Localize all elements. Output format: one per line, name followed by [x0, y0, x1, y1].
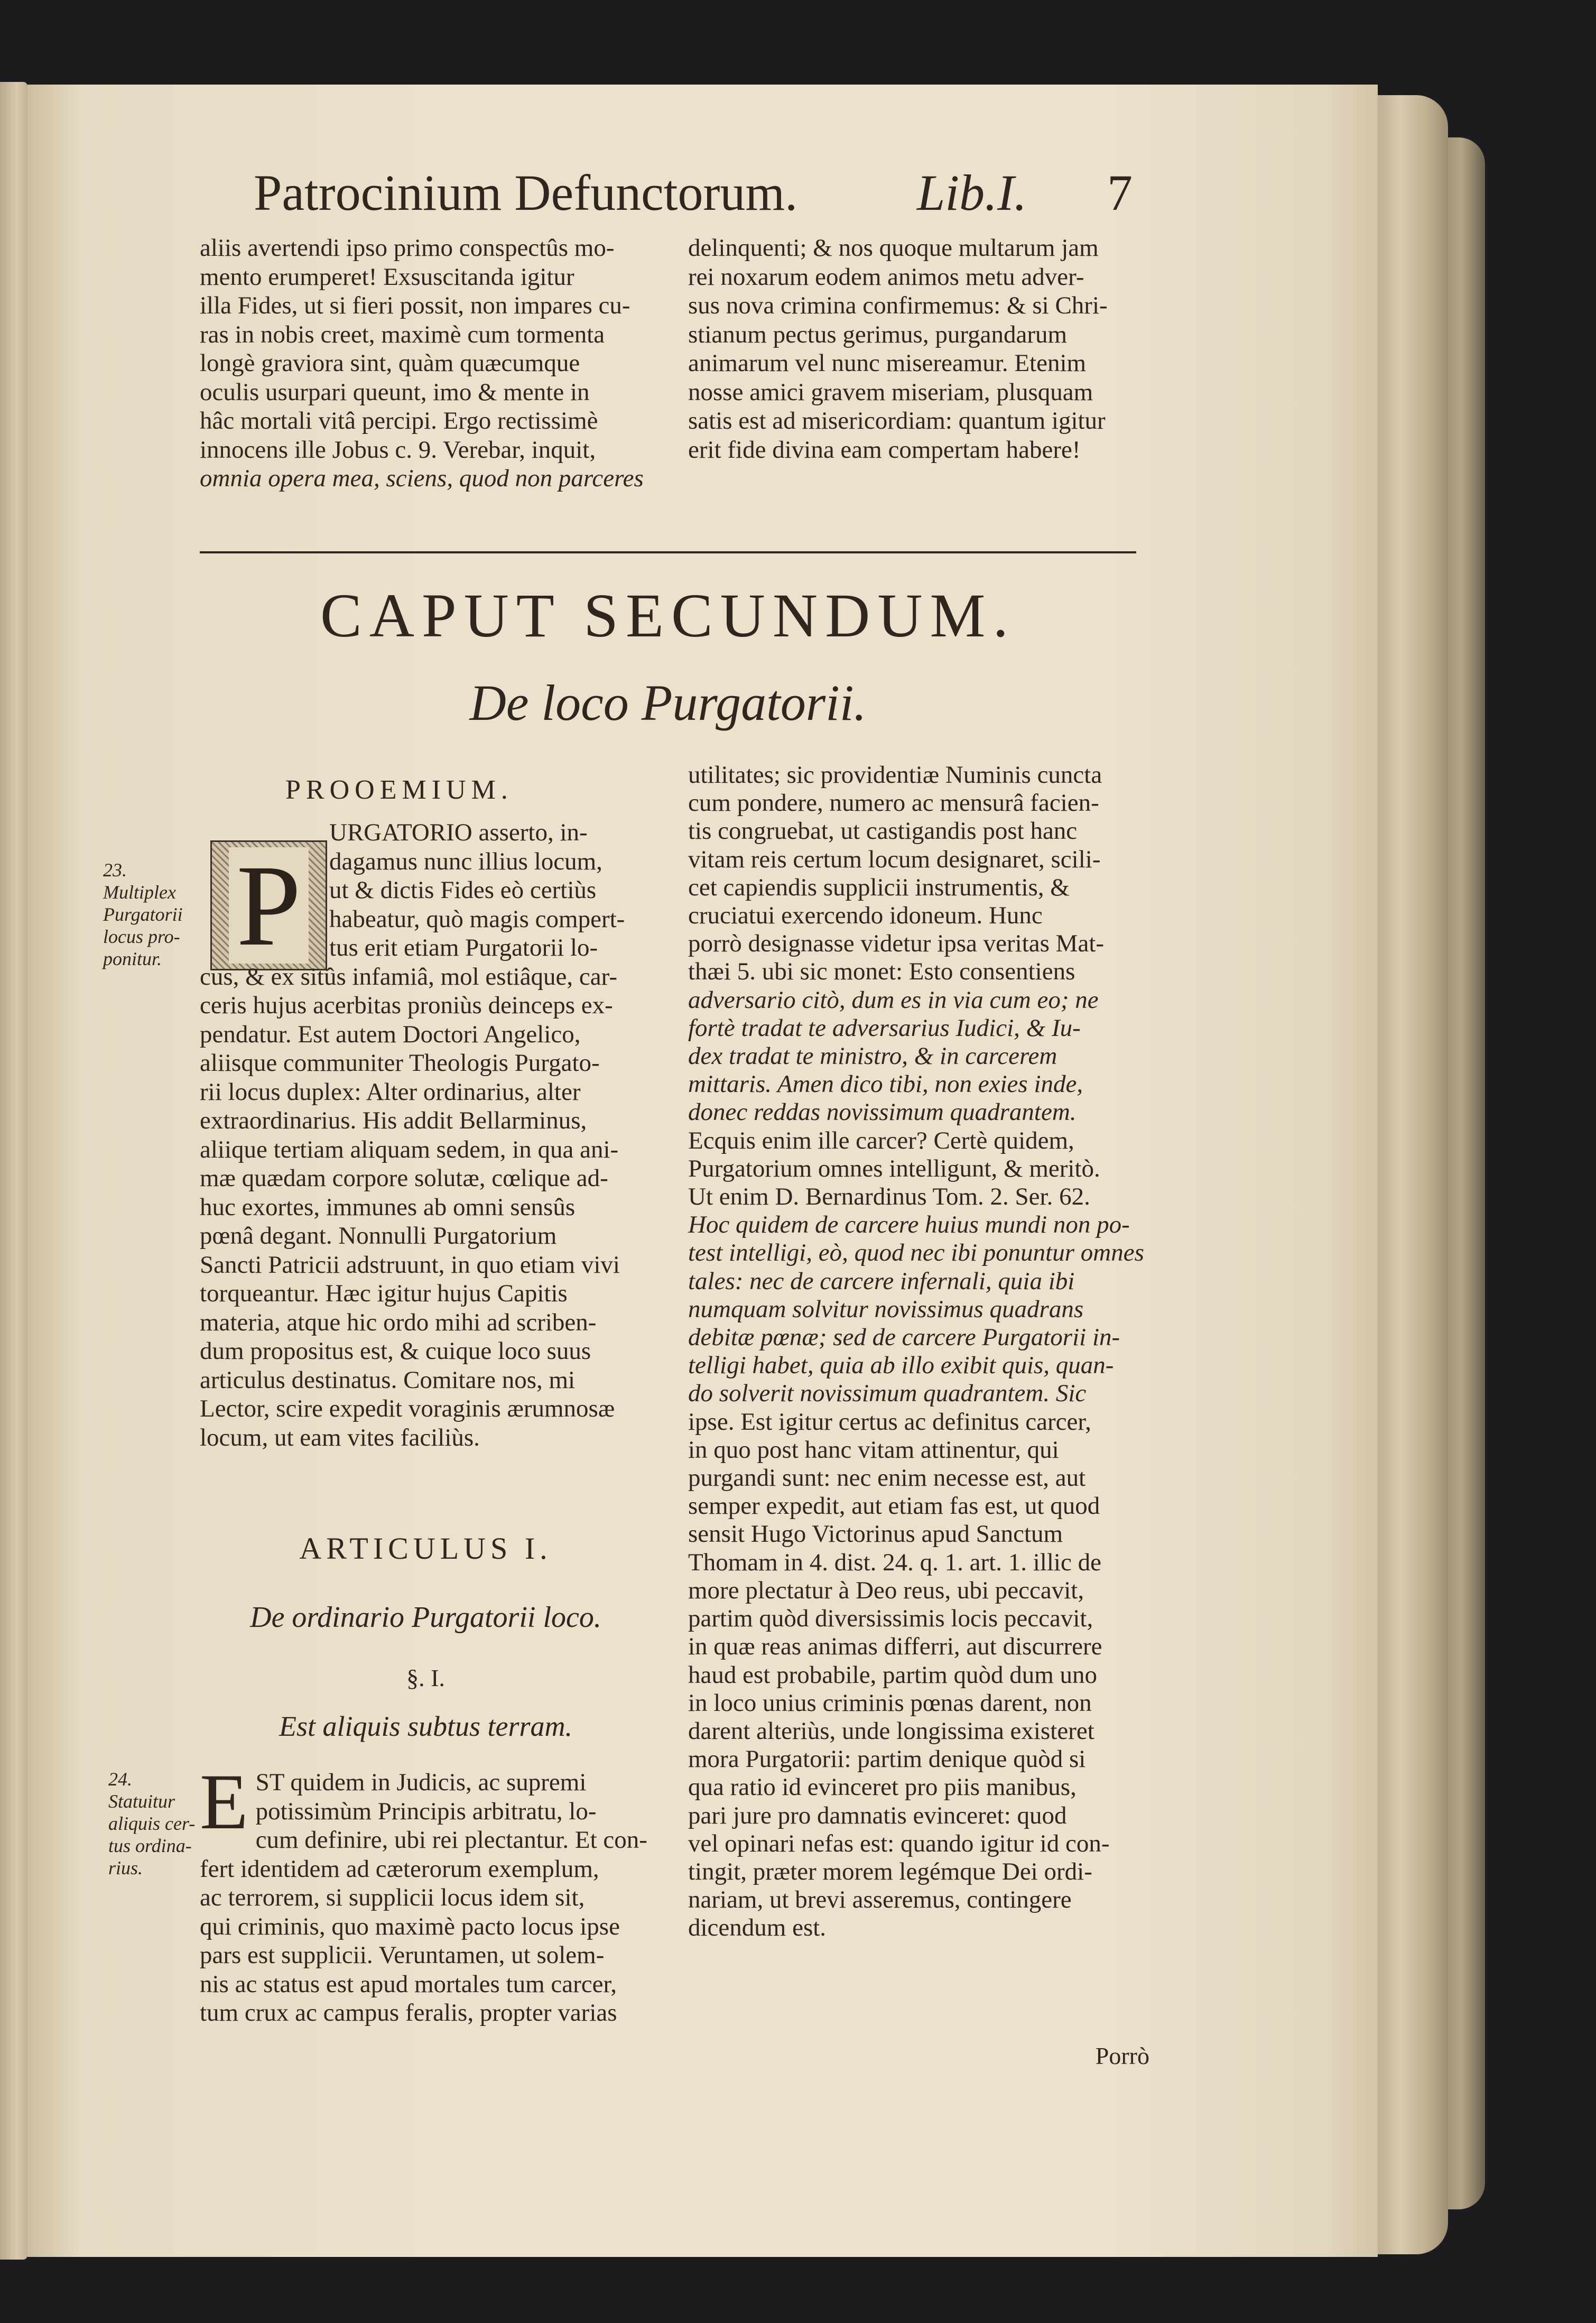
text-line: tis congruebat, ut castigandis post hanc [688, 817, 1078, 845]
left-column [200, 818, 652, 1452]
text-line: telligi habet, quia ab illo exibit quis, quan- [688, 1352, 1114, 1380]
text-line: pœnâ degant. Nonnulli Purgatorium [200, 1222, 557, 1250]
text-line: oculis usurpari queunt, imo & mente in [200, 378, 590, 406]
text-line: URGATORIO asserto, in- [329, 819, 588, 846]
text-line: vel opinari nefas est: quando igitur id con- [688, 1829, 1110, 1857]
text-line: habeatur, quò magis compert- [329, 905, 625, 933]
text-line: porrò designasse videtur ipsa veritas Mat- [688, 930, 1105, 958]
article-heading: ARTICULUS I. [299, 1531, 552, 1566]
top-left-column [200, 234, 652, 493]
text-line: haud est probabile, partim quòd dum uno [688, 1661, 1098, 1689]
text-line: materia, atque hic ordo mihi ad scriben- [200, 1308, 597, 1336]
running-head-title: Patrocinium Defunctorum. [254, 164, 798, 221]
text-line: mento erumperet! Exsuscitanda igitur [200, 263, 574, 291]
proemium-heading: PROOEMIUM. [285, 775, 513, 805]
text-line: stianum pectus gerimus, purgandarum [688, 320, 1068, 348]
text-line: fortè tradat te adversarius Iudici, & Iu- [688, 1014, 1081, 1042]
margin-note-24: 24. Statuitur aliquis cer- tus ordina- rius. [108, 1769, 196, 1878]
text-line: semper expedit, aut etiam fas est, ut quod [688, 1492, 1100, 1520]
text-line: more plectatur à Deo reus, ubi peccavit, [688, 1576, 1084, 1604]
text-line: pendatur. Est autem Doctori Angelico, [200, 1020, 581, 1048]
text-line: aliique tertiam aliquam sedem, in qua ani- [200, 1135, 619, 1163]
initial-letter: P [229, 847, 308, 964]
text-line: ac terrorem, si supplicii locus idem sit, [200, 1884, 585, 1911]
running-head [254, 159, 1184, 227]
text-line: thæi 5. ubi sic monet: Esto consentiens [688, 958, 1075, 986]
text-line: ipse. Est igitur certus ac definitus carcer, [688, 1408, 1091, 1436]
text-line: cum pondere, numero ac mensurâ facien- [688, 789, 1099, 817]
text-line: partim quòd diversissimis locis peccavit, [688, 1605, 1093, 1633]
text-line: Hoc quidem de carcere huius mundi non po- [688, 1211, 1130, 1239]
text-line: innocens ille Jobus c. 9. Verebar, inquit, [200, 436, 596, 464]
text-line: Ut enim D. Bernardinus Tom. 2. Ser. 62. [688, 1183, 1090, 1211]
text-line: delinquenti; & nos quoque multarum jam [688, 234, 1099, 262]
text-line: rii locus duplex: Alter ordinarius, alter [200, 1078, 581, 1106]
text-line: aliis avertendi ipso primo conspectûs mo- [200, 234, 615, 262]
text-line: illa Fides, ut si fieri possit, non impares cu- [200, 292, 630, 319]
text-line: vitam reis certum locum designaret, scili- [688, 845, 1101, 873]
page-number: 7 [1107, 164, 1133, 221]
text-line: qui criminis, quo maximè pacto locus ipse [200, 1912, 620, 1940]
text-line: articulus destinatus. Comitare nos, mi [200, 1366, 576, 1394]
text-line: animarum vel nunc misereamur. Etenim [688, 349, 1087, 377]
text-line: nis ac status est apud mortales tum carcer, [200, 1970, 617, 1998]
text-line: nariam, ut brevi asseremus, contingere [688, 1886, 1072, 1914]
right-column [688, 761, 1153, 1942]
chapter-subtitle: De loco Purgatorii. [469, 674, 867, 731]
text-line: darent alteriùs, unde longissima existeret [688, 1717, 1094, 1745]
text-line: utilitates; sic providentiæ Numinis cuncta [688, 761, 1102, 789]
text-line: locum, ut eam vites faciliùs. [200, 1423, 480, 1451]
text-line: satis est ad misericordiam: quantum igitur [688, 407, 1106, 434]
text-line: erit fide divina eam compertam habere! [688, 436, 1081, 464]
text-line: purgandi sunt: nec enim necesse est, aut [688, 1464, 1086, 1492]
text-line: Thomam in 4. dist. 24. q. 1. art. 1. illic de [688, 1548, 1101, 1576]
text-line: in quæ reas animas differri, aut discurrere [688, 1633, 1102, 1661]
text-line: in loco unius criminis pœnas darent, non [688, 1689, 1092, 1717]
text-line: fert identidem ad cæterorum exemplum, [200, 1855, 599, 1883]
text-line: test intelligi, eò, quod nec ibi ponuntur omnes [688, 1239, 1144, 1267]
previous-page-edge [0, 82, 27, 2260]
chapter-title: CAPUT SECUNDUM. [320, 581, 1016, 650]
text-line: huc exortes, immunes ab omni sensûs [200, 1193, 576, 1221]
article-subtitle: De ordinario Purgatorii loco. [250, 1601, 601, 1634]
text-line: cum definire, ubi rei plectantur. Et con- [255, 1826, 647, 1854]
text-line: potissimùm Principis arbitratu, lo- [255, 1797, 597, 1825]
section-divider [200, 551, 1136, 553]
text-line: dicendum est. [688, 1914, 827, 1942]
text-line: cruciatui exercendo idoneum. Hunc [688, 902, 1043, 930]
text-line: aliisque communiter Theologis Purgato- [200, 1049, 600, 1077]
text-line: mæ quædam corpore solutæ, cœlique ad- [200, 1164, 608, 1192]
text-line: nosse amici gravem miseriam, plusquam [688, 378, 1093, 406]
catchword: Porrò [1095, 2042, 1149, 2069]
text-line: tales: nec de carcere infernali, quia ibi [688, 1267, 1075, 1295]
text-line: in quo post hanc vitam attinentur, qui [688, 1436, 1059, 1464]
text-line: dex tradat te ministro, & in carcerem [688, 1042, 1057, 1070]
text-line: rei noxarum eodem animos metu adver- [688, 263, 1084, 291]
text-line: donec reddas novissimum quadrantem. [688, 1098, 1077, 1126]
text-line: torqueantur. Hæc igitur hujus Capitis [200, 1280, 568, 1307]
text-line: longè graviora sint, quàm quæcumque [200, 349, 580, 377]
text-line: ST quidem in Judicis, ac supremi [255, 1769, 587, 1796]
text-line: ceris hujus acerbitas proniùs deinceps ex- [200, 992, 613, 1019]
text-line: Purgatorium omnes intelligunt, & meritò. [688, 1154, 1100, 1182]
text-line: do solverit novissimum quadrantem. Sic [688, 1380, 1087, 1408]
section-dropcap: E [200, 1758, 248, 1846]
text-line: omnia opera mea, sciens, quod non parceres [200, 465, 644, 492]
text-line: sensit Hugo Victorinus apud Sanctum [688, 1520, 1063, 1548]
margin-note-23: 23. Multiplex Purgatorii locus pro- ponitur. [103, 859, 183, 969]
text-line: cus, & ex sitûs infamiâ, mol estiâque, car- [200, 962, 618, 991]
text-line: dagamus nunc illius locum, [329, 847, 602, 875]
text-line: dum propositus est, & cuique loco suus [200, 1337, 591, 1365]
text-line: cet capiendis supplicii instrumentis, & [688, 873, 1070, 901]
text-line: extraordinarius. His addit Bellarminus, [200, 1107, 587, 1134]
text-line: adversario citò, dum es in via cum eo; ne [688, 986, 1099, 1014]
section-text [200, 1758, 652, 2028]
text-line: numquam solvitur novissimus quadrans [688, 1295, 1084, 1323]
text-line: sus nova crimina confirmemus: & si Chri- [688, 292, 1108, 319]
running-head-book: Lib.I. [917, 164, 1027, 221]
text-line: Ecquis enim ille carcer? Certè quidem, [688, 1126, 1074, 1154]
text-line: ut & dictis Fides eò certiùs [329, 876, 597, 904]
section-number: §. I. [406, 1664, 445, 1691]
text-line: pari jure pro damnatis evinceret: quod [688, 1801, 1067, 1829]
text-line: hâc mortali vitâ percipi. Ergo rectissimè [200, 407, 598, 434]
text-line: tum crux ac campus feralis, propter varias [200, 1999, 617, 2026]
top-right-column [688, 234, 1147, 464]
text-line: pars est supplicii. Veruntamen, ut solem- [200, 1941, 605, 1969]
section-subtitle: Est aliquis subtus terram. [279, 1710, 573, 1742]
text-line: Sancti Patricii adstruunt, in quo etiam vivi [200, 1251, 620, 1279]
text-line: ras in nobis creet, maximè cum tormenta [200, 320, 605, 348]
text-line: tingit, præter morem legémque Dei ordi- [688, 1857, 1092, 1885]
text-line: mittaris. Amen dico tibi, non exies inde, [688, 1070, 1083, 1098]
text-line: Lector, scire expedit voraginis ærumnosæ [200, 1395, 615, 1422]
text-line: mora Purgatorii: partim denique quòd si [688, 1745, 1086, 1773]
text-line: qua ratio id evinceret pro piis manibus, [688, 1773, 1077, 1801]
text-line: debitæ pœnæ; sed de carcere Purgatorii in- [688, 1324, 1120, 1352]
page-stack-edge [1374, 95, 1448, 2254]
text-line: tus erit etiam Purgatorii lo- [329, 934, 598, 961]
